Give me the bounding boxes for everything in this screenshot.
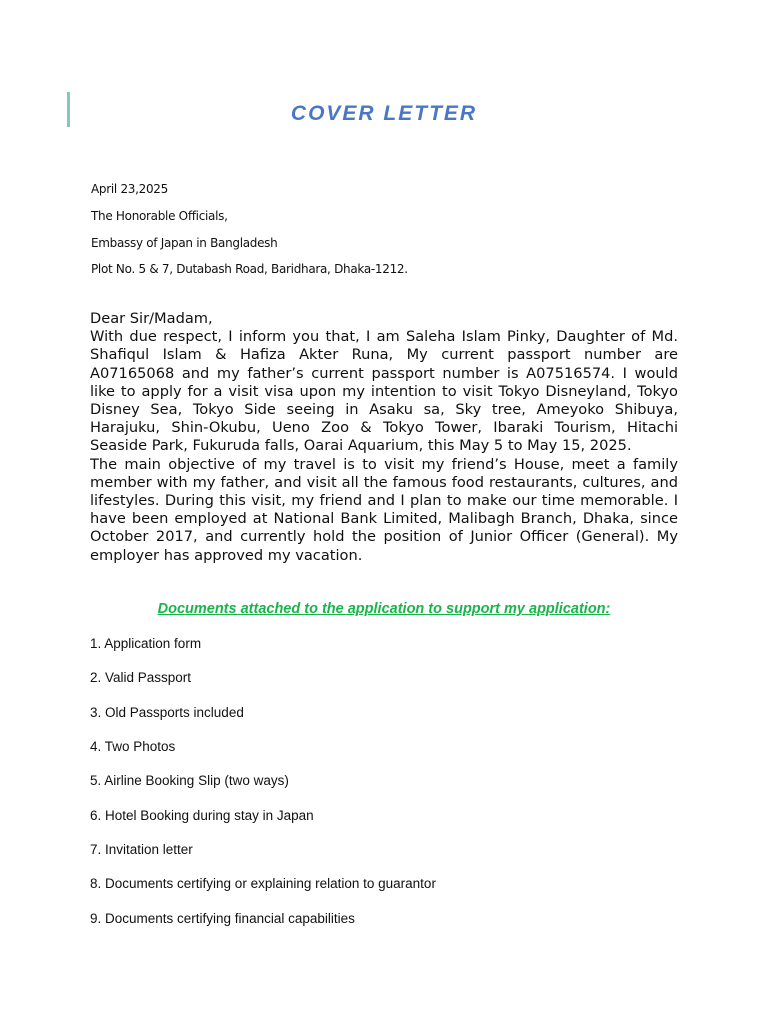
- document-item: 7. Invitation letter: [90, 842, 193, 857]
- document-item: 8. Documents certifying or explaining relation to guarantor: [90, 876, 436, 891]
- documents-heading: Documents attached to the application to support my application:: [157, 601, 611, 617]
- salutation: Dear Sir/Madam,: [90, 310, 213, 327]
- document-item: 3. Old Passports included: [90, 705, 244, 720]
- document-item: 1. Application form: [90, 636, 202, 651]
- document-item: 4. Two Photos: [90, 739, 176, 754]
- letter-body: [90, 310, 678, 565]
- document-item: 9. Documents certifying financial capabilities: [90, 911, 355, 926]
- document-title: COVER LETTER: [290, 102, 478, 125]
- body-paragraph-1: With due respect, I inform you that, I am Saleha Islam Pinky, Daughter of Md. Shafiqul Islam & Hafiza Akter Runa, My current passport number are A07165068 and my father’s current passport number is A07516574. I would like to apply for a visit visa upon my intention to visit Tokyo Disneyland, Tokyo Disney Sea, Tokyo Side seeing in Asaku sa, Sky tree, Ameyoko Shibuya, Harajuku, Shin-Okubu, Ueno Zoo & Tokyo Tower, Ibaraki Tourism, Hitachi Seaside Park, Fukuruda falls, Oarai Aquarium, this May 5 to May 15, 2025.: [90, 328, 678, 455]
- recipient-line-2: Embassy of Japan in Bangladesh: [91, 236, 278, 250]
- letter-date: April 23,2025: [91, 182, 168, 196]
- recipient-line-3: Plot No. 5 & 7, Dutabash Road, Baridhara, Dhaka-1212.: [91, 262, 408, 276]
- document-item: 6. Hotel Booking during stay in Japan: [90, 808, 314, 823]
- recipient-line-1: The Honorable Officials,: [91, 209, 228, 223]
- body-paragraph-2: The main objective of my travel is to visit my friend’s House, meet a family member with my father, and visit all the famous food restaurants, cultures, and lifestyles. During this visit, my friend and I plan to make our time memorable. I have been employed at National Bank Limited, Malibagh Branch, Dhaka, since October 2017, and currently hold the position of Junior Officer (General). My employer has approved my vacation.: [90, 455, 678, 564]
- document-item: 5. Airline Booking Slip (two ways): [90, 773, 289, 788]
- document-item: 2. Valid Passport: [90, 670, 192, 685]
